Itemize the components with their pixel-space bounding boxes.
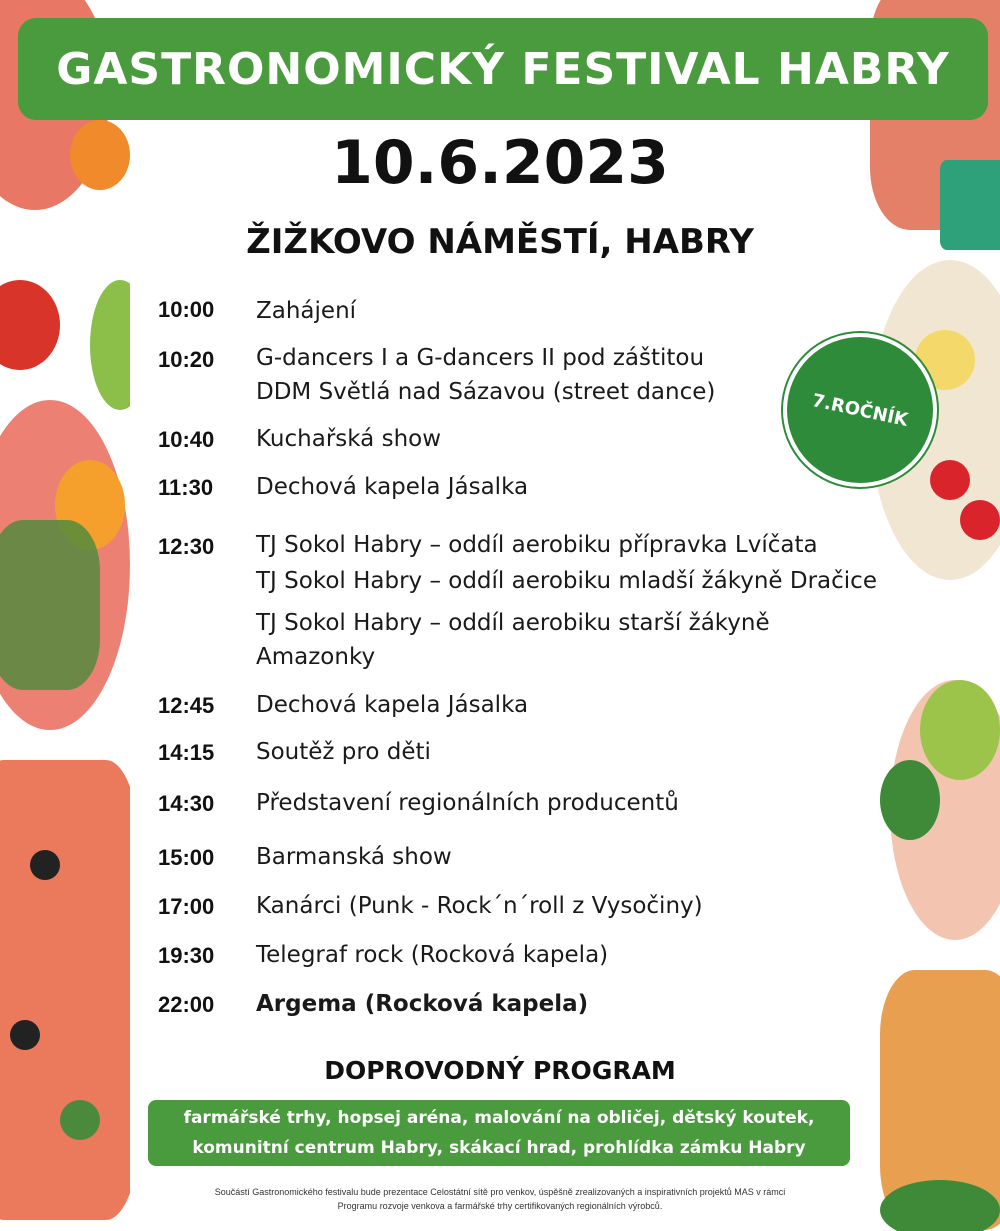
side-program-line: farmářské trhy, hopsej aréna, malování na obličej, dětský koutek,	[183, 1108, 815, 1128]
footer-line: Součástí Gastronomického festivalu bude prezentace Celostátní sítě pro venkov, úspěšně zrealizovaných a inspirativních projektů MAS v rámci	[214, 1187, 786, 1197]
schedule-time: 12:30	[158, 534, 215, 559]
schedule-item: Telegraf rock (Rocková kapela)	[256, 942, 609, 968]
schedule-time: 11:30	[158, 475, 214, 500]
event-venue: ŽIŽKOVO NÁMĚSTÍ, HABRY	[246, 222, 754, 262]
side-program-line: komunitní centrum Habry, skákací hrad, prohlídka zámku Habry	[192, 1138, 806, 1158]
footer-line: Programu rozvoje venkova a farmářské trhy certifikovaných regionálních výrobců.	[337, 1201, 663, 1211]
schedule-time: 10:00	[158, 297, 215, 322]
side-program-heading: DOPROVODNÝ PROGRAM	[324, 1056, 676, 1085]
schedule-item: TJ Sokol Habry – oddíl aerobiku přípravka Lvíčata	[256, 532, 818, 558]
schedule-time: 10:20	[158, 347, 215, 372]
schedule-item: Argema (Rocková kapela)	[256, 991, 589, 1017]
schedule-item: Amazonky	[256, 644, 376, 670]
schedule-time: 15:00	[158, 845, 215, 870]
schedule-item: TJ Sokol Habry – oddíl aerobiku starší žákyně	[256, 610, 770, 636]
schedule-item: Kuchařská show	[256, 426, 442, 452]
festival-title-banner	[18, 18, 988, 120]
schedule-time: 19:30	[158, 943, 215, 968]
schedule-time: 10:40	[158, 427, 215, 452]
schedule-time: 12:45	[158, 693, 215, 718]
schedule-item: G-dancers I a G-dancers II pod záštitou	[256, 345, 705, 371]
schedule-time: 14:15	[158, 740, 215, 765]
schedule-time: 22:00	[158, 992, 215, 1017]
schedule-item: Zahájení	[256, 298, 357, 324]
event-date: 10.6.2023	[331, 128, 669, 198]
schedule-item: TJ Sokol Habry – oddíl aerobiku mladší žákyně Dračice	[256, 568, 877, 594]
schedule-item: Soutěž pro děti	[256, 739, 431, 765]
edition-badge-label: 7.ROČNÍK	[810, 389, 910, 431]
side-program-box	[148, 1100, 850, 1166]
schedule-item: Barmanská show	[256, 844, 452, 870]
schedule-time: 14:30	[158, 791, 215, 816]
schedule-item: Dechová kapela Jásalka	[256, 692, 529, 718]
footer-note	[150, 1185, 850, 1213]
schedule-item: Dechová kapela Jásalka	[256, 474, 529, 500]
festival-title: GASTRONOMICKÝ FESTIVAL HABRY	[56, 43, 950, 95]
schedule-item: Kanárci (Punk - Rock´n´roll z Vysočiny)	[256, 893, 703, 919]
schedule-item: DDM Světlá nad Sázavou (street dance)	[256, 379, 716, 405]
schedule-item: Představení regionálních producentů	[256, 790, 679, 816]
schedule-time: 17:00	[158, 894, 215, 919]
